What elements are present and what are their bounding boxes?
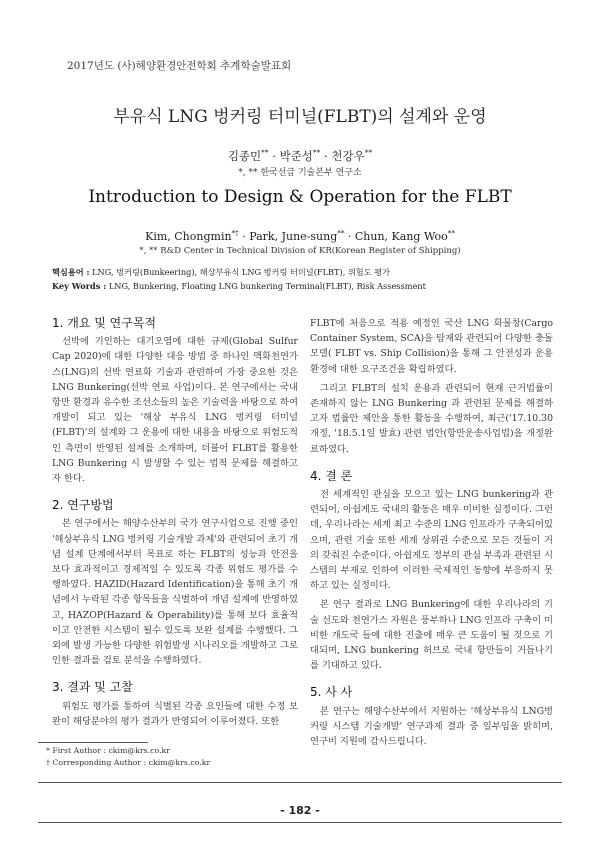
section-2-paragraph: 본 연구에서는 해양수산부의 국가 연구사업으로 진행 중인 '해상부유식 LNG 벙커링 기술개발 과제'와 관련되어 초기 개념 설계 단계에서부터 목표로 하는 FLBT의 성능과 안전을 보다 효과적이고 경제적일 수 있도록 각종 위험도 평가를 수행하였다. HAZID(Hazard Identification)을 통해 초기 개념에서 누락된 각종 항목들을 식별하여 개념 설계에 반영하였고, HAZOP(Hazard & Operability)를 통해 보다 효율적이고 안전한 시스템이 될수 있도록 보완 설계를 수행했다. 그 외에 발생 가능한 다양한 위험발생 시나리오를 개발하고 그로 인한 결과를 검토 분석을 수행하였다.: [52, 518, 298, 667]
page-divider-bottom: [38, 822, 562, 823]
keywords-korean: [52, 267, 390, 278]
keywords-english: [52, 281, 426, 291]
author-en-2-mark: **: [337, 228, 345, 238]
right-column: [310, 316, 553, 749]
keywords-korean-label: 핵심용어 :: [52, 267, 90, 277]
author-en-2: · Park, June-sung: [238, 230, 338, 243]
keywords-english-label: Key Words :: [52, 281, 107, 291]
footnote-1-text: First Author : ckim@krs.co.kr: [49, 746, 171, 755]
footnote-corresponding-author: [46, 758, 210, 767]
page-divider-top: [38, 782, 562, 783]
author-ko-1: 김종민: [227, 149, 262, 163]
author-en-3: · Chun, Kang Woo: [344, 230, 448, 243]
footnote-2-mark: †: [46, 758, 50, 767]
page-number: - 182 -: [280, 804, 320, 817]
section-5-paragraph: 본 연구는 해양수산부에서 지원하는 '해상부유식 LNG벙커링 시스템 기술개발' 연구과제 결과 중 일부임을 밝히며, 연구비 지원에 감사드립니다.: [310, 705, 553, 748]
footnote-2-text: Corresponding Author : ckim@krs.co.kr: [49, 758, 211, 767]
title-english: Introduction to Design & Operation for the FLBT: [88, 187, 512, 207]
keywords-korean-text: LNG, 벙커링(Bunkeering), 해상부유식 LNG 벙커링 터미널(FLBT), 위험도 평가: [89, 267, 391, 277]
author-ko-2: · 박준성: [268, 149, 313, 163]
section-3-heading: 3. 결과 및 고찰: [52, 680, 133, 695]
section-4-heading: 4. 결 론: [310, 468, 353, 483]
title-korean: 부유식 LNG 벙커링 터미널(FLBT)의 설계와 운영: [113, 107, 487, 127]
footnote-divider: [38, 742, 148, 743]
section-5-heading: 5. 사 사: [310, 685, 353, 700]
section-3-paragraph-continued: FLBT에 처음으로 적용 예정인 국산 LNG 화물창(Cargo Container System, SCA)을 탑재와 관련되어 다양한 충돌모델( FLBT vs. Ship Collision)을 통해 그 안전성과 운용 환경에 대한 요구조건을 확립하였다.: [310, 318, 553, 375]
section-1-heading: 1. 개요 및 연구목적: [52, 316, 157, 330]
section-3-paragraph-2: 그리고 FLBT의 설치 운용과 관련되어 현재 근거법률이 존재하지 않는 LNG Bunkering 과 관련된 문제를 해결하고자 법률안 제안을 통한 활동을 수행하여, 최근('17.10.30 개정, '18.5.1일 발효) 관련 법안(항만운송사업법)을 개정완료하였다.: [310, 382, 553, 455]
conference-header: 2017년도 (사)해양환경안전학회 추계학술발표회: [67, 60, 292, 72]
keywords-english-text: LNG, Bunkering, Floating LNG bunkering Terminal(FLBT), Risk Assessment: [106, 281, 426, 291]
section-4-paragraph-2: 본 연구 결과로 LNG Bunkering에 대한 우리나라의 기술 선도와 천연가스 자원은 풍부하나 LNG 인프라 구축이 미비한 개도국 들에 대한 진출에 매우 큰 도움이 될 것으로 기대되며, LNG bunkering 허브로 국내 항만들이 거듭나기를 기대하고 있다.: [310, 599, 553, 672]
section-4-paragraph-1: 전 세계적인 관심을 모으고 있는 LNG bunkering과 관련되어, 아쉽게도 국내의 활동은 매우 미비한 실정이다. 그런데, 우리나라는 세계 최고 수준의 LNG 인프라가 구축되어있으며, 관련 기술 또한 세계 상위권 수준으로 모든 것들이 거의 갖춰진 수준이다. 아쉽게도 정부의 관심 부족과 관련된 시스템의 부재로 인하여 이러한 국제적인 동향에 부응하지 못하고 있는 실정이다.: [310, 489, 553, 592]
footnote-1-mark: *: [46, 746, 50, 755]
author-en-1-mark: *†: [231, 228, 239, 238]
section-2-heading: 2. 연구방법: [52, 498, 114, 513]
section-3-paragraph-start: 위험도 평가를 통하여 식별된 각종 요인들에 대한 수정 보완이 해당분야의 평가 결과가 반영되어 이루어졌다. 또한: [52, 700, 298, 727]
footnote-first-author: [46, 746, 170, 755]
section-1-paragraph: 선박에 기인하는 대기오염에 대한 규제(Global Sulfur Cap 2020)에 대한 다양한 대응 방법 중 하나인 액화천연가스(LNG)의 선박 연료화 기술과 관련하여 가장 중요한 것은 LNG Bunkering(선박 연료 사업)이다. 본 연구에서는 국내 항만 환경과 유수한 조선소들의 높은 기술력을 바탕으로 하여 개발이 되고 있는 '해상 부유식 LNG 벙커링 터미널(FLBT)'의 설계와 그 운용에 대한 내용을 바탕으로 위험도적인 측면이 반영된 설계를 소개하며, 더불어 FLBT를 활용한 LNG Bunkering 시 발생할 수 있는 법적 문제를 해결하고자 한다.: [52, 336, 298, 485]
author-ko-1-mark: **: [261, 148, 269, 158]
left-column: [52, 316, 298, 729]
author-ko-2-mark: **: [312, 148, 321, 158]
authors-korean: [0, 148, 600, 164]
affiliation-korean: *, ** 한국선급 기술본부 연구소: [238, 168, 362, 178]
affiliation-english: *, ** R&D Center in Technical Division of KR(Korean Register of Shipping): [139, 246, 461, 256]
author-ko-3-mark: **: [364, 148, 373, 158]
author-en-1: Kim, Chongmin: [145, 230, 232, 243]
author-ko-3: · 천강우: [320, 149, 365, 163]
authors-english: [0, 230, 600, 243]
author-en-3-mark: **: [447, 228, 455, 238]
